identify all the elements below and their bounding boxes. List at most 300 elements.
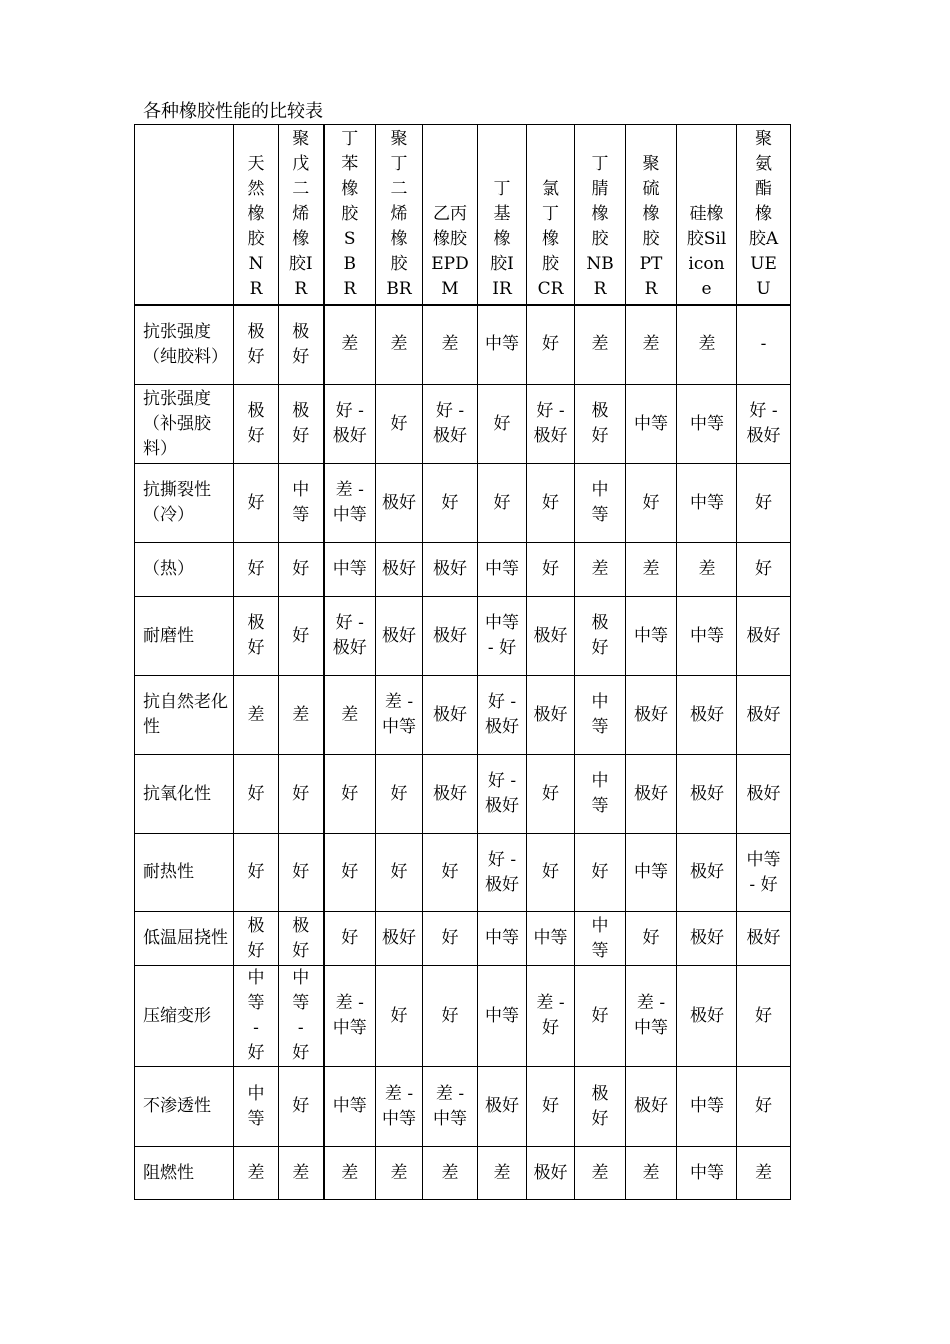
cell-value: - [760,334,767,355]
cell-value: 中等 [591,915,609,961]
cell-value: 好 [755,1096,772,1116]
cell-value: 极好 [433,704,467,725]
cell-value: 好 [292,783,310,804]
table-cell [626,1147,677,1200]
corner-cell [135,125,234,305]
cell-value: 中等 [332,1096,367,1116]
cell-value: 极好 [382,559,416,579]
row-label: 抗张强度（纯胶料） [135,305,234,385]
table-cell [737,1147,791,1200]
row-label: 耐磨性 [135,597,234,676]
cell-value: 中等 [690,625,724,646]
column-header [737,125,791,305]
row-label: 抗张强度（补强胶料） [135,385,234,464]
cell-value: 中等 [690,1096,724,1116]
cell-value: 极好 [746,704,781,725]
cell-value: 好 [755,492,772,513]
table-cell [423,1147,478,1200]
cell-value: 差 [292,704,310,725]
table-cell [478,464,527,543]
cell-value: 差 [441,1162,459,1183]
table-cell [677,597,737,676]
cell-value: 好 [542,492,559,513]
cell-value: 好 [390,862,408,882]
cell-value: 中等 [332,559,367,579]
cell-value: 好 [247,492,265,513]
cell-value: 中等 [690,492,724,513]
table-cell [376,834,423,912]
table-cell [626,755,677,834]
table-cell [376,1147,423,1200]
cell-value: 好 - 极好 [332,613,367,658]
table-cell [677,834,737,912]
cell-value: 中等 [485,334,519,355]
cell-value: 极好 [634,783,668,804]
cell-value: 极好 [591,1083,609,1129]
cell-value: 好 [755,1005,772,1026]
cell-value: 差 - 中等 [332,480,367,525]
table-row [135,966,791,1067]
table-cell [575,464,626,543]
table-cell [677,1147,737,1200]
table-cell [737,676,791,755]
table-cell [279,464,324,543]
cell-value: 极好 [382,625,416,646]
table-cell [626,676,677,755]
cell-value: 极好 [746,928,781,948]
column-header-label: 丁腈橡胶NBR [586,153,614,299]
table-cell [575,834,626,912]
column-header [478,125,527,305]
cell-value: 好 [642,492,660,513]
table-cell [234,1147,279,1200]
cell-value: 极好 [746,783,781,804]
table-cell [575,676,626,755]
cell-value: 中等 [690,413,724,434]
table-cell [324,912,376,966]
table-cell [324,305,376,385]
row-label: 抗撕裂性（冷） [135,464,234,543]
cell-value: 好 [441,1005,459,1026]
table-cell [234,385,279,464]
cell-value: 好 [247,783,265,804]
table-cell [527,676,575,755]
header-row [135,125,791,305]
table-cell [376,385,423,464]
table-cell [626,305,677,385]
table-cell [737,966,791,1067]
table-cell [737,912,791,966]
table-cell [575,755,626,834]
cell-value: 极好 [533,704,568,725]
table-cell [234,755,279,834]
cell-value: 好 [542,862,559,882]
cell-value: 差 [642,559,660,579]
cell-value: 差 [390,334,408,355]
cell-value: 差 - 中等 [332,993,367,1038]
cell-value: 好 [292,559,310,579]
table-cell [527,1067,575,1147]
table-cell [423,912,478,966]
cell-value: 好 - 极好 [332,401,367,446]
table-cell [527,912,575,966]
cell-value: 好 [247,862,265,882]
cell-value: 好 [542,783,559,804]
cell-value: 极好 [292,401,310,446]
column-header [626,125,677,305]
cell-value: 好 [493,413,511,434]
cell-value: 好 [542,334,559,355]
table-cell [478,966,527,1067]
cell-value: 好 [341,862,359,882]
table-cell [279,385,324,464]
table-cell [234,464,279,543]
table-cell [324,676,376,755]
row-label: （热） [135,543,234,597]
table-cell [737,305,791,385]
column-header-label: 聚氨酯橡胶AUEU [748,128,779,299]
cell-value: 差 [698,559,716,579]
table-cell [527,1147,575,1200]
cell-value: 极好 [591,613,609,658]
cell-value: 好 [493,492,511,513]
table-row [135,597,791,676]
cell-value: 差 [390,1162,408,1183]
cell-value: 极好 [382,492,416,513]
cell-value: 极好 [533,1162,568,1183]
table-cell [575,1067,626,1147]
table-cell [677,385,737,464]
cell-value: 极好 [690,862,724,882]
row-label: 低温屈挠性 [135,912,234,966]
table-cell [376,597,423,676]
cell-value: 极好 [591,401,609,446]
cell-value: 好 [390,1005,408,1026]
table-row [135,1147,791,1200]
table-cell [279,755,324,834]
table-cell [279,1067,324,1147]
table-cell [423,464,478,543]
cell-value: 中等 [591,771,609,816]
table-cell [677,1067,737,1147]
table-cell [376,1067,423,1147]
table-cell [478,912,527,966]
table-cell [376,966,423,1067]
table-cell [279,834,324,912]
cell-value: 好 [441,862,459,882]
cell-value: 中等 [292,480,310,525]
table-cell [423,543,478,597]
table-cell [737,597,791,676]
table-cell [234,966,279,1067]
table-cell [234,543,279,597]
column-header-label: 聚戊二烯橡胶IR [288,128,313,299]
table-cell [423,834,478,912]
table-cell [478,755,527,834]
cell-value: 极好 [382,928,416,948]
cell-value: 好 [292,625,310,646]
table-cell [527,966,575,1067]
cell-value: 极好 [690,704,724,725]
cell-value: 中等 [690,1162,724,1183]
row-label: 阻燃性 [135,1147,234,1200]
table-cell [478,543,527,597]
cell-value: 差 [591,559,609,579]
table-cell [234,1067,279,1147]
cell-value: 极好 [690,1005,724,1026]
table-cell [527,543,575,597]
cell-value: 好 [441,928,459,948]
table-cell [478,385,527,464]
column-header [423,125,478,305]
table-cell [279,676,324,755]
cell-value: 好 [390,783,408,804]
table-cell [737,385,791,464]
table-cell [527,597,575,676]
table-cell [737,1067,791,1147]
table-cell [575,385,626,464]
cell-value: 好 [292,862,310,882]
table-cell [376,676,423,755]
table-cell [324,464,376,543]
table-row [135,834,791,912]
cell-value: 差 [642,1162,660,1183]
cell-value: 差 [698,334,716,355]
table-cell [677,755,737,834]
column-header-label: 丁基橡胶IIR [490,178,514,299]
table-cell [324,755,376,834]
cell-value: 极好 [247,401,265,446]
cell-value: 差 [292,1162,310,1183]
cell-value: 极好 [634,704,668,725]
cell-value: 差 [493,1162,511,1183]
cell-value: 差 [591,334,609,355]
table-cell [234,305,279,385]
cell-value: 好 [292,1096,310,1116]
cell-value: 好 [390,413,408,434]
table-cell [478,305,527,385]
cell-value: 差 [341,704,359,725]
table-cell [737,834,791,912]
cell-value: 好 [542,559,559,579]
table-cell [626,834,677,912]
cell-value: 中等 [634,862,668,882]
cell-value: 好 [341,783,359,804]
column-header [279,125,324,305]
table-cell [677,305,737,385]
cell-value: 差 [441,334,459,355]
table-cell [626,1067,677,1147]
cell-value: 中等 [634,413,668,434]
cell-value: 好 - 极好 [485,692,519,737]
cell-value: 极好 [247,915,265,961]
cell-value: 好 - 极好 [533,401,568,446]
cell-value: 差 - 中等 [382,1083,416,1129]
cell-value: 极好 [433,625,467,646]
table-cell [423,966,478,1067]
table-cell [677,464,737,543]
table-cell [677,543,737,597]
table-cell [478,676,527,755]
column-header-label: 丁苯橡胶SBR [341,128,359,299]
table-cell [324,966,376,1067]
table-cell [376,755,423,834]
table-cell [478,1147,527,1200]
cell-value: 中等 [591,480,609,525]
cell-value: 极好 [433,559,467,579]
column-header-label: 聚硫橡胶PTR [639,153,663,299]
cell-value: 好 - 极好 [433,401,467,446]
cell-value: 极好 [485,1096,519,1116]
cell-value: 好 - 极好 [485,771,519,816]
rubber-comparison-table [134,124,791,1200]
page-title: 各种橡胶性能的比较表 [143,101,323,122]
table-cell [575,543,626,597]
cell-value: 好 [247,559,265,579]
cell-value: 极好 [634,1096,668,1116]
table-cell [324,1067,376,1147]
cell-value: 极好 [690,928,724,948]
table-cell [423,755,478,834]
table-cell [324,385,376,464]
cell-value: 中等 - 好 [485,613,519,658]
table-cell [423,597,478,676]
table-cell [376,543,423,597]
cell-value: 中等 - 好 [292,968,310,1063]
table-cell [575,912,626,966]
table-cell [478,834,527,912]
table-cell [527,834,575,912]
table-cell [737,464,791,543]
cell-value: 差 [247,1162,265,1183]
table-cell [324,543,376,597]
cell-value: 好 [341,928,359,948]
cell-value: 中等 - 好 [247,968,265,1063]
cell-value: 极好 [292,915,310,961]
table-cell [324,834,376,912]
table-cell [376,912,423,966]
table-cell [279,597,324,676]
cell-value: 中等 [591,692,609,737]
cell-value: 好 [591,1005,609,1026]
cell-value: 好 [542,1096,559,1116]
table-cell [423,1067,478,1147]
table-cell [677,912,737,966]
cell-value: 差 - 好 [536,993,565,1038]
table-cell [626,543,677,597]
cell-value: 好 [755,559,772,579]
cell-value: 中等 [634,625,668,646]
column-header [677,125,737,305]
cell-value: 极好 [247,321,265,367]
cell-value: 好 [642,928,660,948]
table-cell [478,597,527,676]
table-cell [527,464,575,543]
table-cell [279,1147,324,1200]
column-header [324,125,376,305]
cell-value: 中等 [485,928,519,948]
column-header-label: 天然橡胶NR [247,153,265,299]
table-cell [527,305,575,385]
table-cell [575,597,626,676]
table-cell [423,676,478,755]
table-cell [279,966,324,1067]
row-label: 抗氧化性 [135,755,234,834]
cell-value: 中等 [533,928,568,948]
table-cell [279,912,324,966]
cell-value: 中等 [247,1083,265,1129]
cell-value: 差 [755,1162,772,1183]
table-cell [324,597,376,676]
row-label: 抗自然老化性 [135,676,234,755]
column-header-label: 聚丁二烯橡胶BR [386,128,412,299]
cell-value: 中等 [485,1005,519,1026]
table-cell [279,543,324,597]
column-header [234,125,279,305]
column-header [527,125,575,305]
table-row [135,385,791,464]
cell-value: 好 [441,492,459,513]
table-cell [376,464,423,543]
table-row [135,676,791,755]
table-cell [677,676,737,755]
table-cell [324,1147,376,1200]
table-cell [478,1067,527,1147]
cell-value: 极好 [533,625,568,646]
column-header [376,125,423,305]
cell-value: 差 - 中等 [634,993,668,1038]
cell-value: 极好 [746,625,781,646]
table-cell [234,597,279,676]
cell-value: 好 [591,862,609,882]
cell-value: 好 - 极好 [746,401,781,446]
column-header-label: 氯丁橡胶CR [537,178,564,299]
table-cell [234,834,279,912]
cell-value: 极好 [690,783,724,804]
row-label: 不渗透性 [135,1067,234,1147]
cell-value: 差 [341,334,359,355]
table-cell [279,305,324,385]
table-cell [575,305,626,385]
table-cell [737,755,791,834]
table-cell [234,912,279,966]
column-header-label: 硅橡胶Silicone [686,203,727,299]
table-cell [575,966,626,1067]
cell-value: 极好 [433,783,467,804]
table-cell [626,597,677,676]
cell-value: 好 - 极好 [485,849,519,895]
row-label: 耐热性 [135,834,234,912]
cell-value: 中等 [485,559,519,579]
table-row [135,1067,791,1147]
table-cell [626,912,677,966]
table-cell [423,385,478,464]
cell-value: 差 - 中等 [433,1083,467,1129]
table-cell [626,464,677,543]
cell-value: 差 [247,704,265,725]
table-cell [234,676,279,755]
table-cell [737,543,791,597]
cell-value: 差 [642,334,660,355]
table-cell [423,305,478,385]
table-row [135,912,791,966]
table-cell [626,966,677,1067]
table-cell [575,1147,626,1200]
table-row [135,305,791,385]
table-row [135,755,791,834]
table-cell [376,305,423,385]
table-cell [626,385,677,464]
